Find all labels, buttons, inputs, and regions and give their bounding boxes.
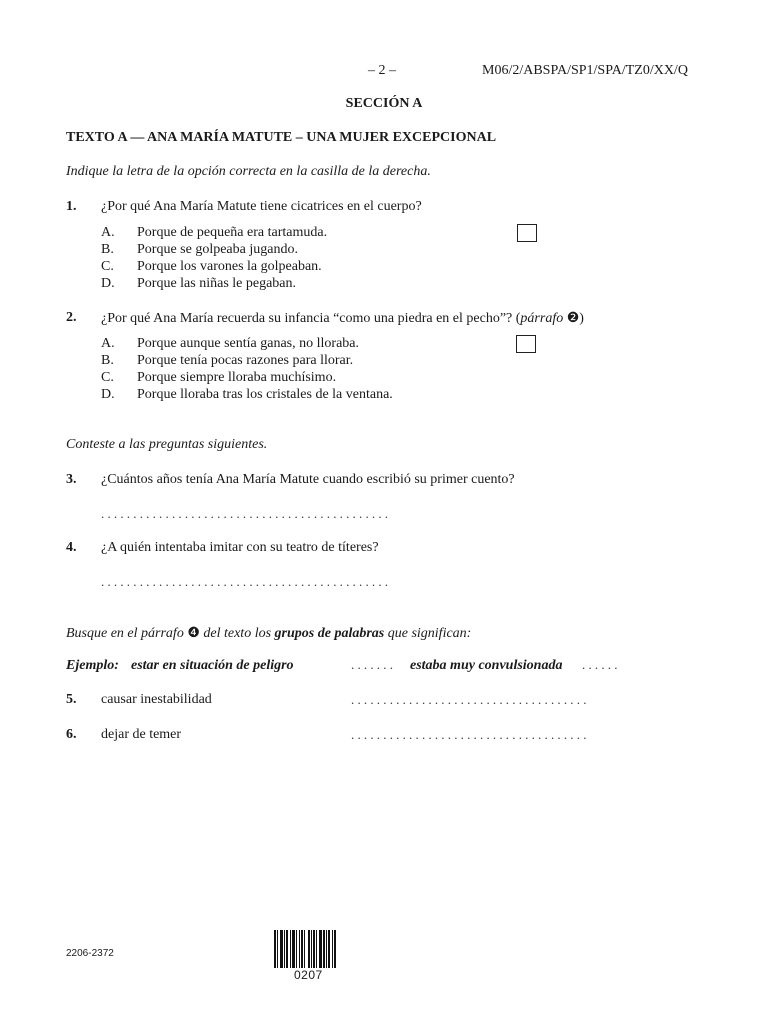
question-text: causar inestabilidad [101, 692, 212, 707]
paragraph-number-symbol: ❹ [187, 626, 200, 641]
question-text: ¿Por qué Ana María Matute tiene cicatrices en el cuerpo? [101, 199, 422, 214]
answer-line-q5[interactable]: ..................................... [351, 692, 590, 707]
option-letter: C. [101, 370, 114, 385]
instruction-emphasis: grupos de palabras [274, 626, 385, 641]
question-text: ¿A quién intentaba imitar con su teatro de títeres? [101, 540, 379, 555]
option-letter: C. [101, 259, 114, 274]
option-text: Porque siempre lloraba muchísimo. [137, 370, 337, 385]
option-text: Porque aunque sentía ganas, no lloraba. [137, 336, 359, 351]
question-text [101, 310, 584, 327]
question-number: 3. [66, 472, 77, 487]
question-text-end: ) [579, 311, 584, 326]
option-text: Porque se golpeaba jugando. [137, 242, 298, 257]
question-number: 6. [66, 727, 77, 742]
example-dots-before: ....... [351, 657, 397, 672]
instruction-select-option: Indique la letra de la opción correcta en la casilla de la derecha. [66, 164, 431, 179]
section-title: SECCIÓN A [345, 96, 423, 111]
question-text: ¿Cuántos años tenía Ana María Matute cuando escribió su primer cuento? [101, 472, 515, 487]
option-letter: B. [101, 242, 114, 257]
exam-code: M06/2/ABSPA/SP1/SPA/TZ0/XX/Q [482, 63, 688, 78]
question-number: 1. [66, 199, 77, 214]
example-dots-after: ...... [582, 657, 621, 672]
instruction-answer-questions: Conteste a las preguntas siguientes. [66, 437, 268, 452]
answer-box-q2[interactable] [516, 335, 536, 353]
question-text-main: ¿Por qué Ana María recuerda su infancia “como una piedra en el pecho”? ( [101, 311, 521, 326]
option-letter: D. [101, 276, 115, 291]
option-text: Porque de pequeña era tartamuda. [137, 225, 328, 240]
option-text: Porque los varones la golpeaban. [137, 259, 322, 274]
question-text: dejar de temer [101, 727, 182, 742]
answer-line-q3[interactable]: ............................................. [101, 506, 392, 521]
footer-code: 2206-2372 [66, 948, 114, 959]
barcode [274, 930, 339, 968]
question-number: 5. [66, 692, 77, 707]
text-title: TEXTO A — ANA MARÍA MATUTE – UNA MUJER EXCEPCIONAL [66, 130, 497, 145]
option-letter: B. [101, 353, 114, 368]
instruction-part: Busque en el párrafo [66, 626, 188, 641]
option-letter: A. [101, 336, 115, 351]
paragraph-number-symbol: ❷ [563, 311, 580, 326]
option-letter: A. [101, 225, 115, 240]
page-number: – 2 – [368, 63, 396, 78]
barcode-bar [336, 930, 339, 968]
instruction-part: del texto los [199, 626, 275, 641]
question-number: 4. [66, 540, 77, 555]
option-letter: D. [101, 387, 115, 402]
question-number: 2. [66, 310, 77, 325]
option-text: Porque las niñas le pegaban. [137, 276, 297, 291]
example-phrase: estar en situación de peligro [131, 658, 294, 673]
example-label: Ejemplo: [66, 658, 119, 673]
answer-box-q1[interactable] [517, 224, 537, 242]
barcode-number: 0207 [294, 968, 323, 982]
instruction-find-words [66, 625, 471, 642]
option-text: Porque lloraba tras los cristales de la ventana. [137, 387, 393, 402]
answer-line-q4[interactable]: ............................................. [101, 574, 392, 589]
paragraph-label: párrafo [520, 311, 564, 326]
example-answer: estaba muy convulsionada [410, 658, 563, 673]
answer-line-q6[interactable]: ..................................... [351, 727, 590, 742]
instruction-part: que significan: [384, 626, 472, 641]
option-text: Porque tenía pocas razones para llorar. [137, 353, 354, 368]
